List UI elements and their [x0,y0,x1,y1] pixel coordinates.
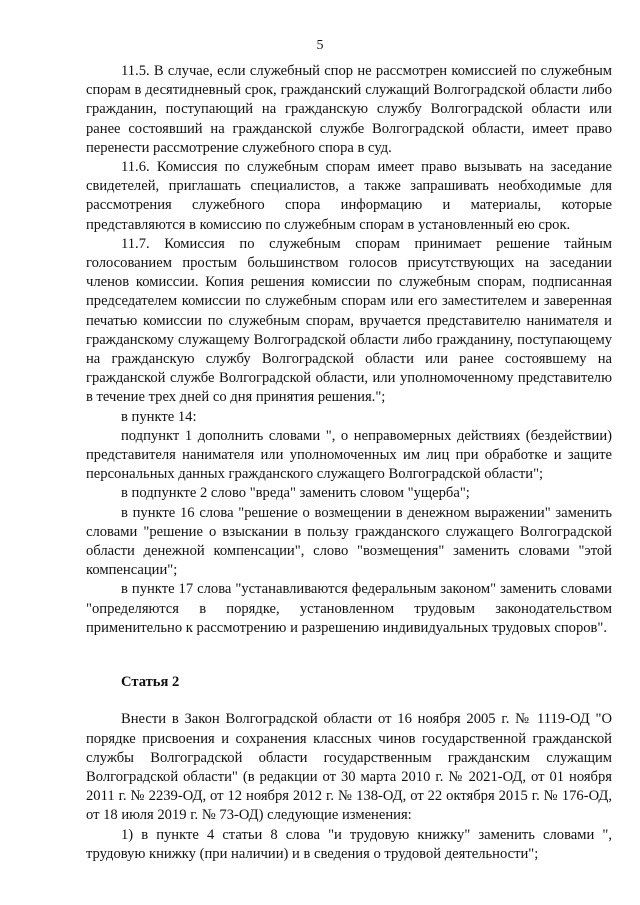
paragraph-article-2-intro: Внести в Закон Волгоградской области от 16 ноября 2005 г. № 1119-ОД "О порядке присвоения и сохранения классных чинов государственной гражданской службы Волгоградской области государственным гражданским служащим Волгоградской области" (в редакции от 30 марта 2010 г. № 2021-ОД, от 01 ноября 2011 г. № 2239-ОД, от 12 ноября 2012 г. № 138-ОД, от 22 октября 2015 г. № 176-ОД, от 18 июля 2019 г. № 73-ОД) следующие изменения: [86,711,612,824]
paragraph-article-2-item-1: 1) в пункте 4 статьи 8 слова "и трудовую книжку" заменить словами ", трудовую книжку (при наличии) и в сведения о трудовой деятельности"; [86,826,612,862]
paragraph-point-16: в пункте 16 слова "решение о возмещении в денежном выражении" заменить словами "решение о взыскании в пользу гражданского служащего Волгоградской области денежной компенсации", слово "возмещения" заменить словами "этой компенсации"; [86,504,612,579]
paragraph-subpoint-2: в подпункте 2 слово "вреда" заменить словом "ущерба"; [121,485,470,502]
paragraph-point-17: в пункте 17 слова "устанавливаются федеральным законом" заменить словами "определяются в порядке, установленном трудовым законодательством применительно к рассмотрению и разрешению индивидуальных трудовых споров". [86,581,612,636]
page-number: 5 [316,38,324,53]
paragraph-subpoint-1: подпункт 1 дополнить словами ", о неправомерных действиях (бездействии) представителя нанимателя или уполномоченных им лиц при обработке и защите персональных данных гражданского служащего Волгоградской области"; [86,427,612,483]
document-body [86,62,612,864]
paragraph-point-14: в пункте 14: [121,408,197,425]
paragraph-11-7: 11.7. Комиссия по служебным спорам принимает решение тайным голосованием простым большинством голосов присутствующих на заседании членов комиссии. Копия решения комиссии по служебным спорам, подписанная председателем комиссии по служебным спорам или его заместителем и заверенная печатью комиссии по служебным спорам, вручается представителю нанимателя и гражданскому служащему Волгоградской области либо гражданину, поступающему на гражданскую службу Волгоградской области или ранее состоявшему на гражданской службе Волгоградской области, или уполномоченному представителю в течение трех дней со дня принятия решения."; [86,235,612,406]
paragraph-11-6: 11.6. Комиссия по служебным спорам имеет право вызывать на заседание свидетелей, приглашать специалистов, а также запрашивать необходимые для рассмотрения служебного спора информацию и материалы, которые представляются в комиссию по служебным спорам в установленный ею срок. [86,159,612,233]
article-heading: Статья 2 [121,674,180,691]
paragraph-11-5: 11.5. В случае, если служебный спор не рассмотрен комиссией по служебным спорам в десятидневный срок, гражданский служащий Волгоградской области либо гражданин, поступающий на гражданскую службу Волгоградской области или ранее состоявший на гражданской службе Волгоградской области, имеет право перенести рассмотрение служебного спора в суд. [86,63,612,156]
